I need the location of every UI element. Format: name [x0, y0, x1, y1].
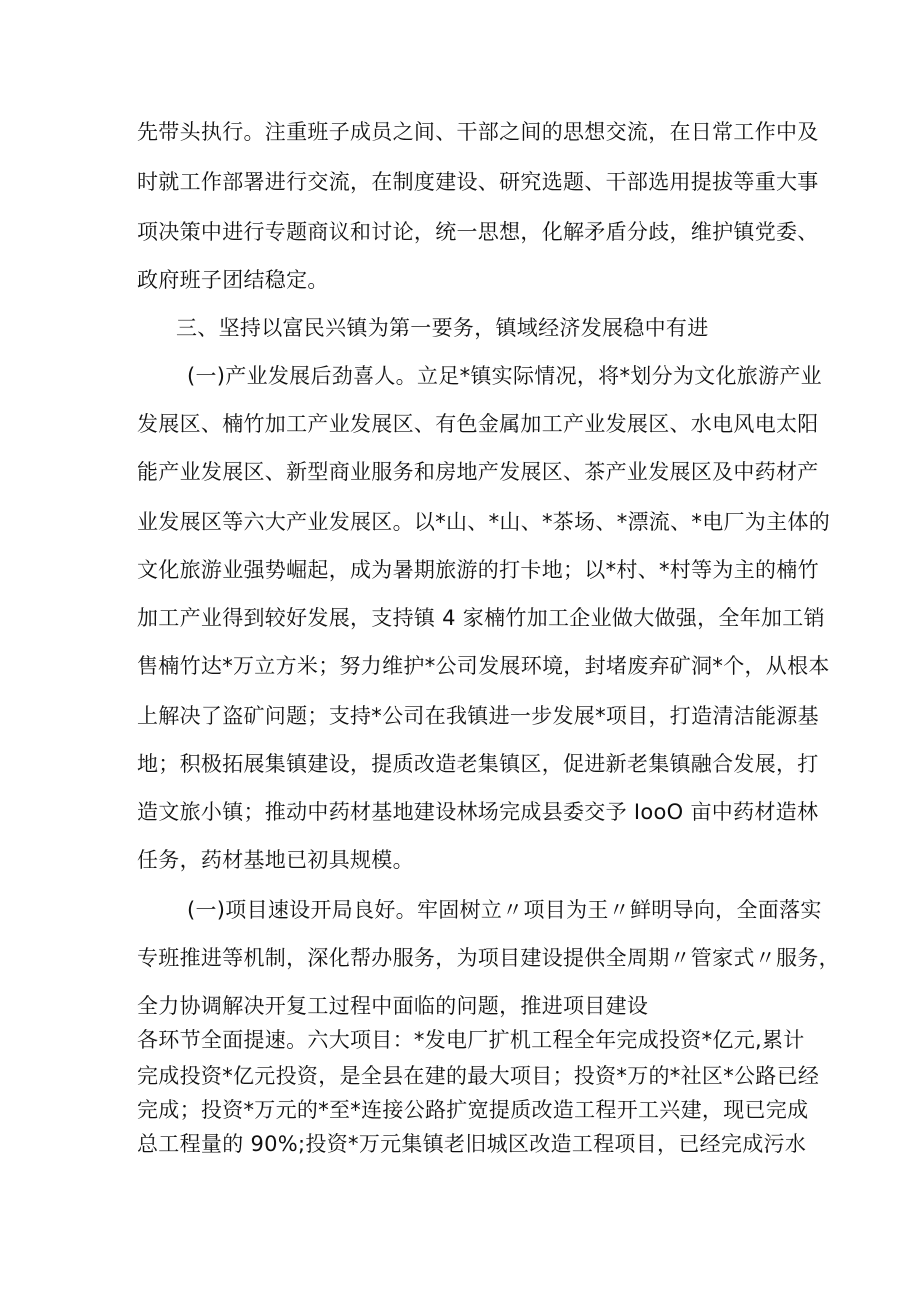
section-heading: 三、坚持以富民兴镇为第一要务，镇域经济发展稳中有进 — [176, 316, 709, 340]
paragraph-line: 上解决了盗矿问题；支持*公司在我镇进一步发展*项目，打造清洁能源基 — [137, 704, 819, 728]
paragraph-line: 政府班子团结稳定。 — [137, 268, 329, 292]
paragraph-line: 售楠竹达*万立方米；努力维护*公司发展环境，封堵废弃矿洞*个，从根本 — [137, 654, 830, 678]
paragraph-line: 能产业发展区、新型商业服务和房地产发展区、茶产业发展区及中药材产 — [137, 460, 819, 484]
paragraph-line: 全力协调解决开复工过程中面临的问题，推进项目建设 — [137, 994, 649, 1018]
paragraph-line: 项决策中进行专题商议和讨论，统一思想，化解矛盾分歧，维护镇党委、 — [137, 220, 819, 244]
paragraph-line: 加工产业得到较好发展，支持镇 4 家楠竹加工企业做大做强，全年加工销 — [137, 606, 825, 630]
paragraph-line: 各环节全面提速。六大项目：*发电厂扩机工程全年完成投资*亿元,累计 — [137, 1028, 805, 1052]
paragraph-line: 地；积极拓展集镇建设，提质改造老集镇区，促进新老集镇融合发展，打 — [137, 752, 819, 776]
paragraph-line: (一)项目速设开局良好。牢固树立〃项目为王〃鲜明导向，全面落实 — [187, 898, 822, 922]
paragraph-line: 专班推进等机制，深化帮办服务，为项目建设提供全周期〃管家式〃服务， — [137, 946, 840, 970]
paragraph-line: 业发展区等六大产业发展区。以*山、*山、*茶场、*漂流、*电厂为主体的 — [137, 510, 830, 534]
paragraph-line: 造文旅小镇；推动中药材基地建设林场完成县委交予 IooO 亩中药材造林 — [137, 800, 819, 824]
paragraph-line: 先带头执行。注重班子成员之间、干部之间的思想交流，在日常工作中及 — [137, 120, 819, 144]
paragraph-line: 任务，药材基地已初具规模。 — [137, 848, 414, 872]
paragraph-line: 发展区、楠竹加工产业发展区、有色金属加工产业发展区、水电风电太阳 — [137, 412, 819, 436]
paragraph-line: 时就工作部署进行交流，在制度建设、研究选题、干部选用提拔等重大事 — [137, 170, 819, 194]
paragraph-line: 总工程量的 90%;投资*万元集镇老旧城区改造工程项目，已经完成污水 — [137, 1132, 807, 1156]
paragraph-line: 完成投资*亿元投资，是全县在建的最大项目；投资*万的*社区*公路已经 — [137, 1064, 820, 1088]
paragraph-line: 文化旅游业强势崛起，成为暑期旅游的打卡地；以*村、*村等为主的楠竹 — [137, 558, 819, 582]
paragraph-line: 完成；投资*万元的*至*连接公路扩宽提质改造工程开工兴建，现已完成 — [137, 1098, 809, 1122]
paragraph-line: (一)产业发展后劲喜人。立足*镇实际情况，将*划分为文化旅游产业 — [187, 364, 822, 388]
